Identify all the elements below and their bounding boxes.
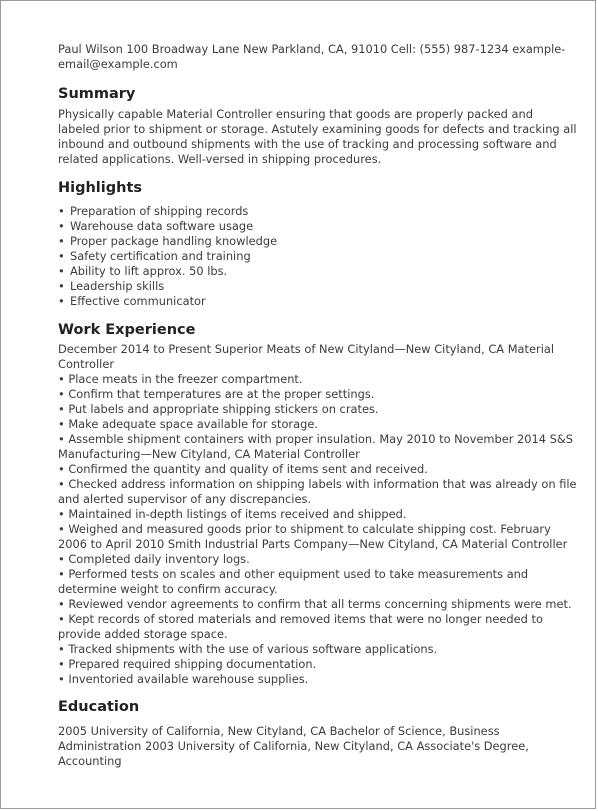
work-line: December 2014 to Present Superior Meats of New Cityland—New Cityland, CA Material Controller [58, 342, 554, 371]
highlight-item: • Leadership skills [58, 279, 578, 294]
work-line: • Prepared required shipping documentation. [58, 657, 317, 671]
summary-heading: Summary [58, 86, 136, 102]
work-line: • Maintained in-depth listings of items received and shipped. [58, 507, 407, 521]
work-line: • Assemble shipment containers with proper insulation. May 2010 to November 2014 S&S Manufacturing—New Cityland, CA Material Controller [58, 432, 573, 461]
highlight-item: • Preparation of shipping records [58, 204, 578, 219]
work-line: • Put labels and appropriate shipping stickers on crates. [58, 402, 379, 416]
highlight-item: • Proper package handling knowledge [58, 234, 578, 249]
highlight-item: • Warehouse data software usage [58, 219, 578, 234]
resume-content [58, 42, 578, 780]
work-line: • Place meats in the freezer compartment. [58, 372, 303, 386]
work-line: • Confirm that temperatures are at the proper settings. [58, 387, 375, 401]
work-line: • Kept records of stored materials and removed items that were no longer needed to provide added storage space. [58, 612, 543, 641]
contact-info: Paul Wilson 100 Broadway Lane New Parkland, CA, 91010 Cell: (555) 987-1234 example-email@example.com [58, 42, 566, 71]
work-line: • Tracked shipments with the use of various software applications. [58, 642, 438, 656]
highlight-item: • Safety certification and training [58, 249, 578, 264]
education-section [58, 698, 578, 769]
summary-text: Physically capable Material Controller ensuring that goods are properly packed and labeled prior to shipment or storage. Astutely examining goods for defects and tracking all inbound and outbound shipments with the use of tracking and processing software and related applications. Well-versed in shipping procedures. [58, 107, 577, 166]
education-heading: Education [58, 699, 140, 715]
work-experience-heading: Work Experience [58, 322, 196, 338]
work-line: • Performed tests on scales and other equipment used to take measurements and determine weight to confirm accuracy. [58, 567, 529, 596]
work-experience-section [58, 321, 578, 687]
work-experience-body [58, 342, 578, 687]
summary-section [58, 85, 578, 167]
highlights-section [58, 179, 578, 309]
highlight-item: • Ability to lift approx. 50 lbs. [58, 264, 578, 279]
work-line: • Completed daily inventory logs. [58, 552, 250, 566]
work-line: • Confirmed the quantity and quality of items sent and received. [58, 462, 428, 476]
education-text: 2005 University of California, New Cityland, CA Bachelor of Science, Business Administration 2003 University of California, New Cityland, CA Associate's Degree, Accounting [58, 724, 529, 768]
highlight-item: • Effective communicator [58, 294, 578, 309]
work-line: • Checked address information on shipping labels with information that was already on file and alerted supervisor of any discrepancies. [58, 477, 577, 506]
work-line: • Reviewed vendor agreements to confirm that all terms concerning shipments were met. [58, 597, 572, 611]
highlights-heading: Highlights [58, 180, 143, 196]
work-line: • Inventoried available warehouse supplies. [58, 672, 309, 686]
highlights-list [58, 204, 578, 309]
work-line: • Make adequate space available for storage. [58, 417, 318, 431]
work-line: • Weighed and measured goods prior to shipment to calculate shipping cost. February 2006 to April 2010 Smith Industrial Parts Company—New Cityland, CA Material Controller [58, 522, 568, 551]
